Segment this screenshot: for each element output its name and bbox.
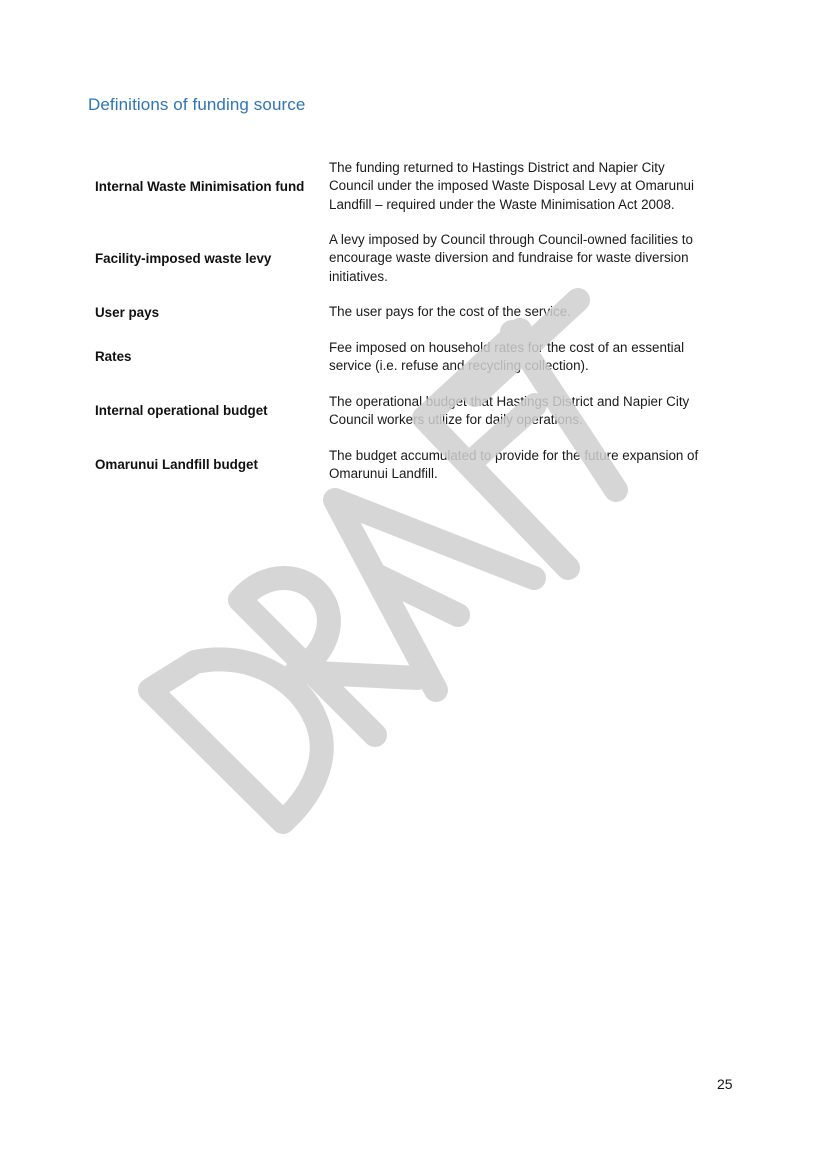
description-line: Council workers utilize for daily operations. <box>329 411 583 427</box>
definition-row <box>95 303 735 321</box>
description-line: The user pays for the cost of the service. <box>329 304 571 319</box>
watermark-letter-a <box>335 500 534 690</box>
definition-description <box>329 392 735 429</box>
definition-row <box>95 446 735 483</box>
page-number: 25 <box>717 1076 733 1092</box>
definition-term: Facility-imposed waste levy <box>95 251 272 266</box>
description-line: Council under the imposed Waste Disposal Levy at Omarunui <box>329 178 694 194</box>
section-heading: Definitions of funding source <box>88 95 306 114</box>
row-spacer <box>95 375 735 392</box>
definition-description <box>329 303 735 321</box>
definition-term: Internal Waste Minimisation fund <box>95 179 305 194</box>
description-line: The funding returned to Hastings District and Napier City <box>329 160 665 176</box>
description-line: The budget accumulated to provide for the future expansion of <box>329 447 699 463</box>
definition-row <box>95 231 735 286</box>
definition-description <box>329 446 735 483</box>
description-line: A levy imposed by Council through Council-owned facilities to <box>329 232 693 248</box>
row-spacer <box>95 214 735 231</box>
definition-row <box>95 338 735 375</box>
definition-term: Rates <box>95 349 132 365</box>
definition-description <box>329 338 735 375</box>
description-line: initiatives. <box>329 268 388 284</box>
row-spacer <box>95 286 735 303</box>
watermark-letter-d <box>150 659 322 822</box>
definition-row <box>95 159 735 214</box>
definition-term: Internal operational budget <box>95 403 268 419</box>
description-line: Landfill – required under the Waste Minimisation Act 2008. <box>329 196 675 212</box>
row-spacer <box>95 321 735 338</box>
description-line: Fee imposed on household rates for the cost of an essential <box>329 339 685 355</box>
description-line: encourage waste diversion and fundraise for waste diversion <box>329 250 689 266</box>
description-line: service (i.e. refuse and recycling collection). <box>329 357 589 373</box>
description-line: The operational budget that Hastings District and Napier City <box>329 393 690 409</box>
definitions-table <box>95 159 735 483</box>
definition-term: User pays <box>95 304 160 320</box>
definition-row <box>95 392 735 429</box>
row-spacer <box>95 429 735 446</box>
definition-description <box>329 159 735 214</box>
description-line: Omarunui Landfill. <box>329 465 438 481</box>
watermark-letter-r <box>240 578 418 735</box>
definition-term: Omarunui Landfill budget <box>95 457 258 473</box>
definition-description <box>329 231 735 286</box>
